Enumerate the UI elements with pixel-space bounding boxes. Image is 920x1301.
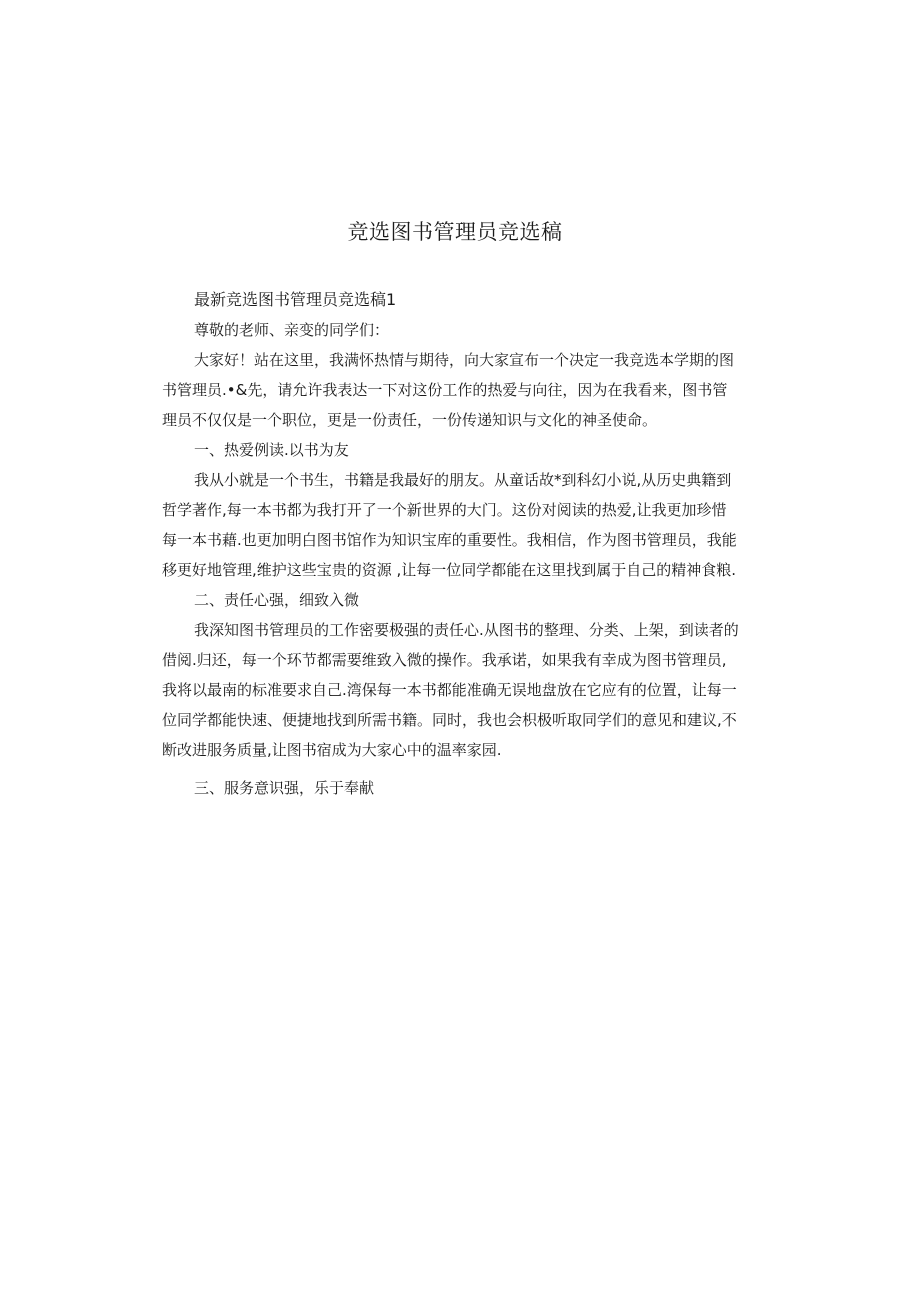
section2-line-4: 位同学都能快速、便捷地找到所需书籍。同时，我也会枳极听取同学们的意见和建议,不 [162,711,737,729]
section1-line-3: 每一本书藉.也更加明白图书馆作为知识宝库的重要性。我相信，作为图书管理员，我能 [162,531,737,549]
intro-line-3: 理员不仅仅是一个职位，更是一份责任，一份传递知识与文化的神圣使命。 [162,411,658,429]
section1-line-1: 我从小就是一个书生，书籍是我最好的朋友。从童话故*到科幻小说,从历史典籍到 [194,471,732,489]
greeting-line: 尊敬的老师、亲变的同学们： [194,321,390,339]
section2-heading: 二、责任心强，细致入微 [194,591,360,609]
paragraph-gap [162,765,752,773]
document-subtitle: 最新竞选图书管理员竞选稿1 [194,290,397,309]
document-body [162,285,752,803]
section2-line-5: 断改进服务质量,让图书宿成为大家心中的温率家园. [162,741,502,759]
section2-line-2: 借阅.归还，每一个环节都需要维致入微的操作。我承诺，如果我有幸成为图书管理员, [162,651,727,669]
section2-line-3: 我将以最南的标准要求自己.湾保每一本书都能准确无误地盘放在它应有的位置，让每一 [162,681,737,699]
intro-line-1: 大家好！站在这里，我满怀热情与期待，向大家宣布一个决定一我竞选本学期的图 [194,351,735,369]
section1-line-2: 哲学著作,每一本书都为我打开了一个新世界的大门。这份对阅读的热爱,让我更加珍惜 [162,501,727,519]
intro-line-2: 书管理员.•&先，请允许我表达一下对这份工作的热爱与向往，因为在我看来，图书管 [162,381,728,399]
document-title: 竞选图书管理员竞选稿 [347,220,563,244]
section1-line-4: 移更好地管理,维护这些宝贵的资源 ,让每一位同学都能在这里找到属于自己的精神食粮. [162,561,737,579]
section3-heading: 三、服务意识强，乐于奉献 [194,779,375,797]
section2-line-1: 我深知图书管理员的工作密要极强的责任心.从图书的整理、分类、上架，到读者的 [194,621,739,639]
section1-heading: 一、热爱例读.以书为友 [194,441,349,459]
